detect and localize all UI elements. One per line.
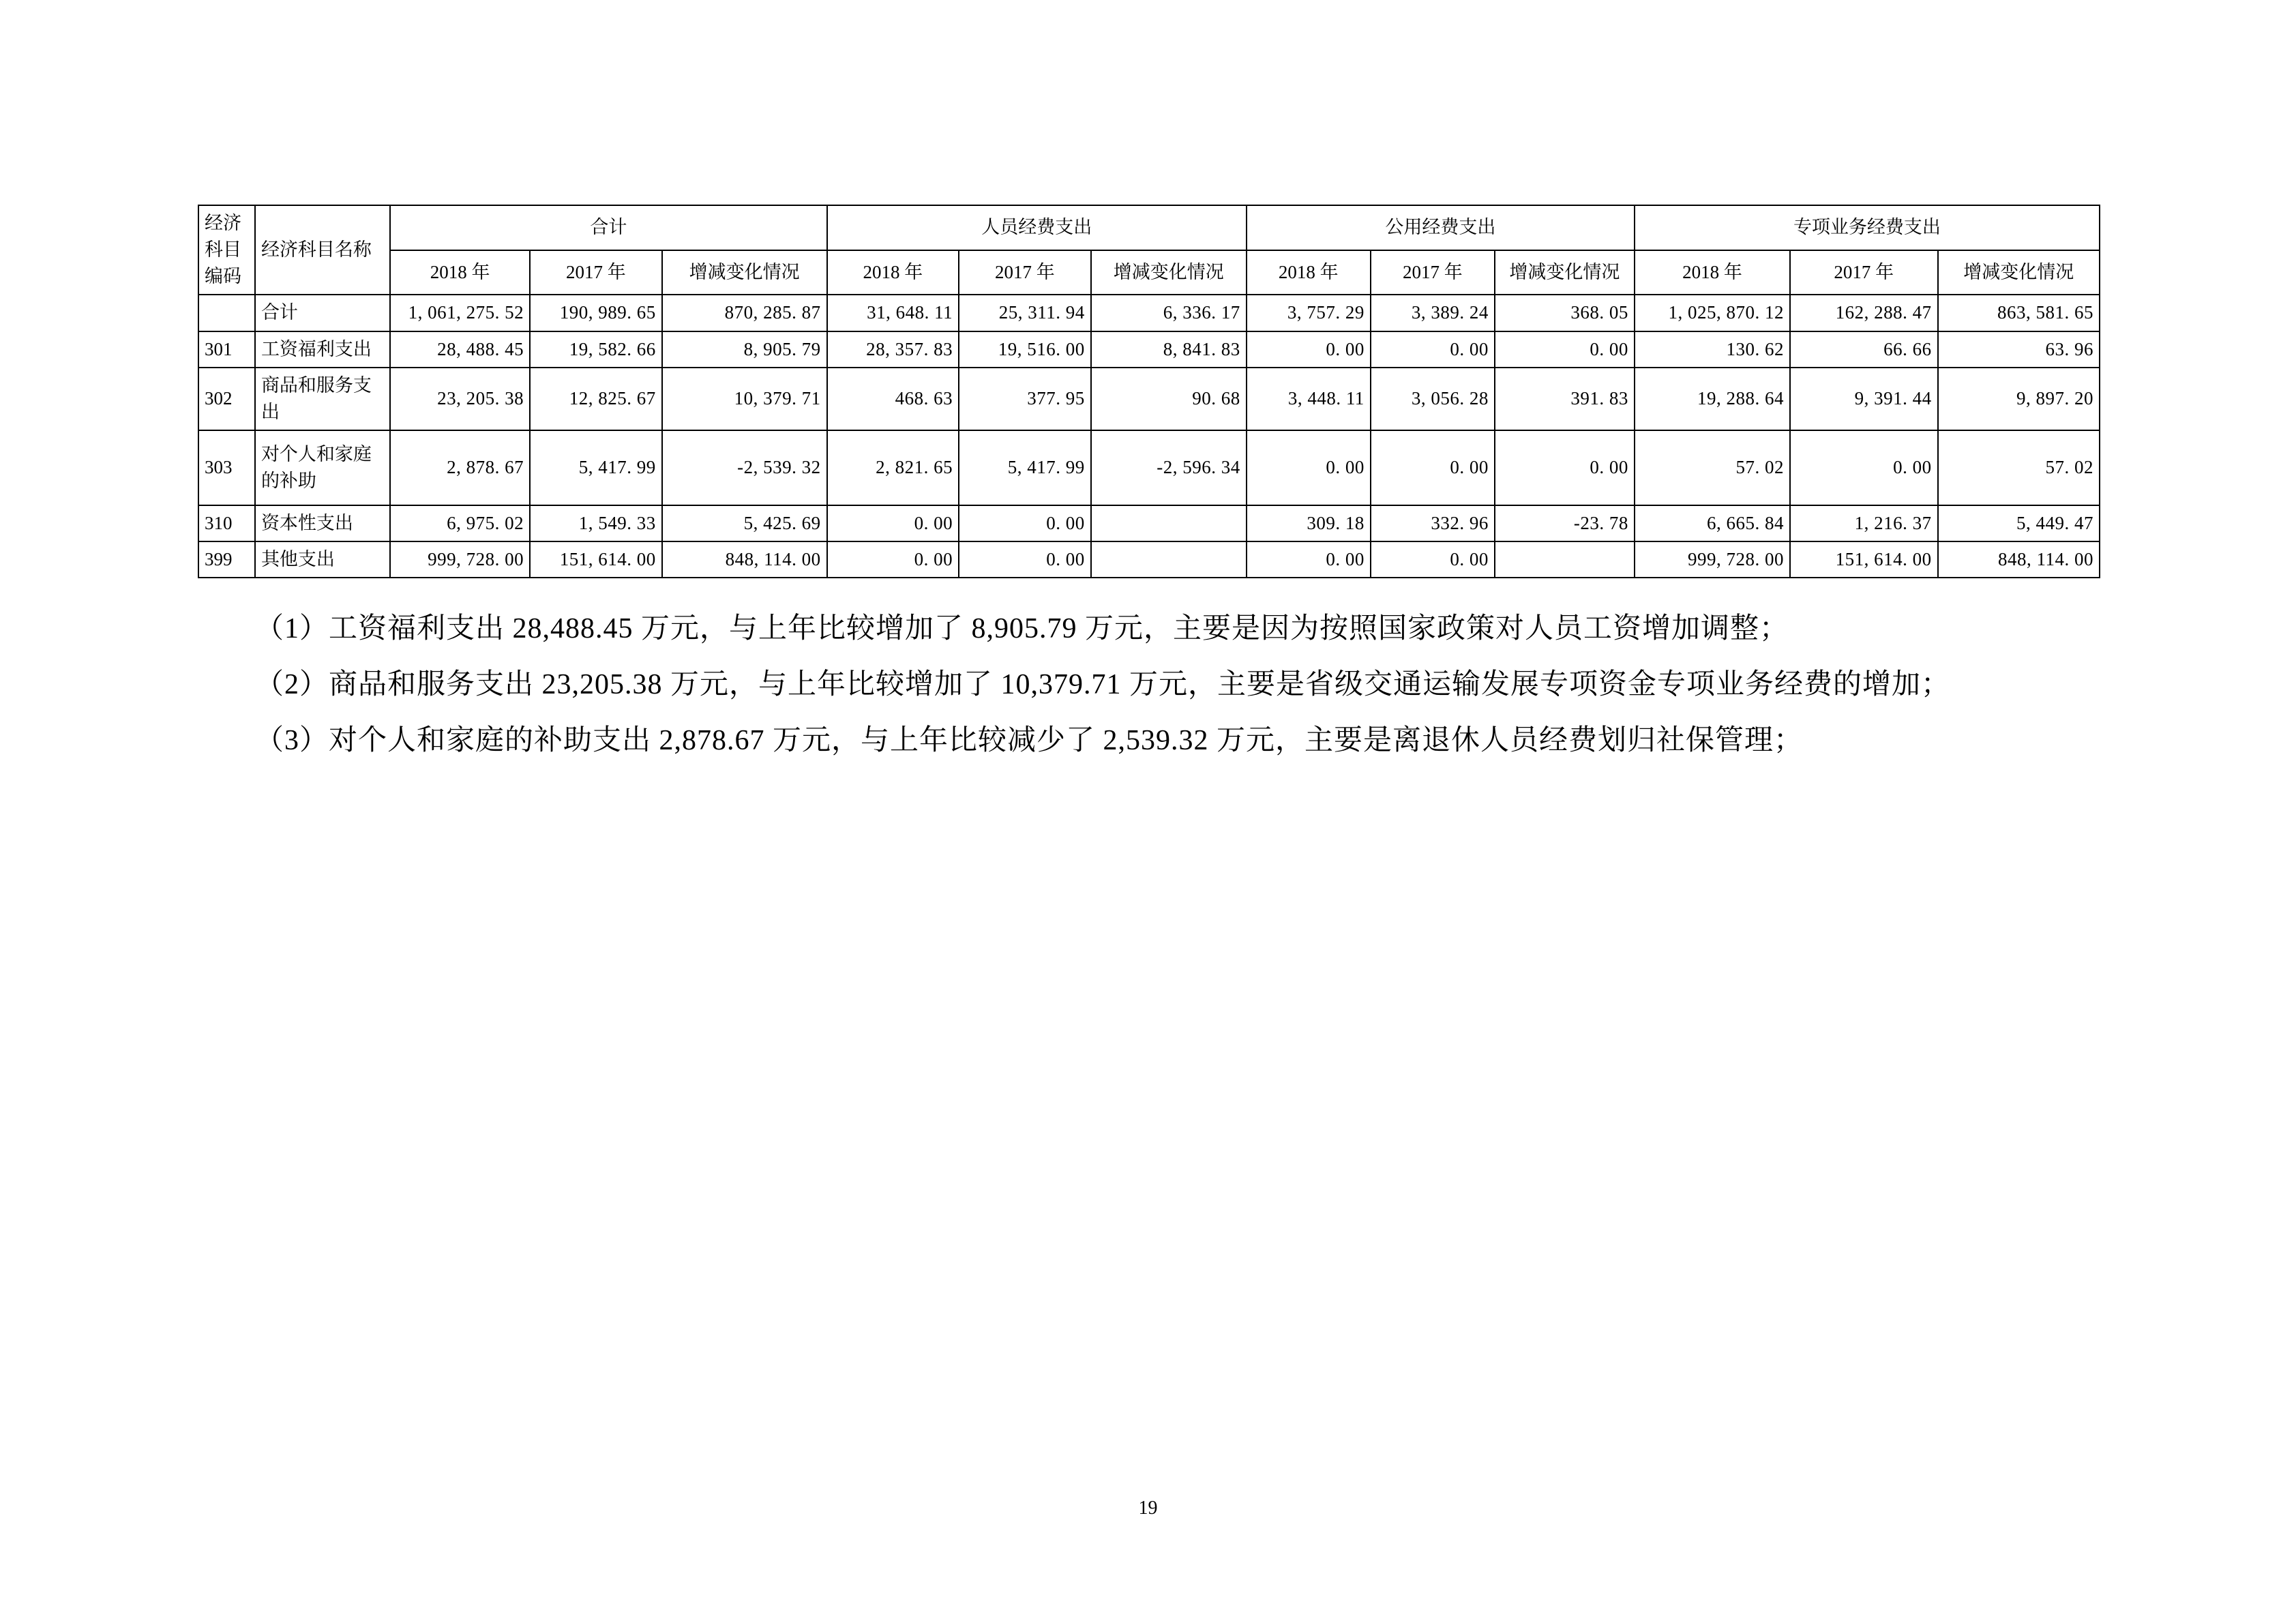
cell-value: 0. 00 xyxy=(827,505,959,541)
cell-value: 332. 96 xyxy=(1371,505,1495,541)
cell-value: 368. 05 xyxy=(1495,295,1635,331)
cell-value: 0. 00 xyxy=(1247,331,1371,368)
header-group-special: 专项业务经费支出 xyxy=(1635,205,2100,250)
cell-value: 1, 549. 33 xyxy=(530,505,662,541)
subheader-total-2017: 2017 年 xyxy=(530,250,662,295)
cell-value: 848, 114. 00 xyxy=(662,541,827,578)
cell-value: 2, 821. 65 xyxy=(827,430,959,505)
cell-value: 0. 00 xyxy=(1371,331,1495,368)
cell-value: 8, 841. 83 xyxy=(1091,331,1247,368)
cell-value: 0. 00 xyxy=(959,505,1091,541)
cell-value: 3, 757. 29 xyxy=(1247,295,1371,331)
paragraph-1: （1）工资福利支出 28,488.45 万元，与上年比较增加了 8,905.79 万元，主要是因为按照国家政策对人员工资增加调整； xyxy=(255,613,1789,645)
cell-value: 391. 83 xyxy=(1495,368,1635,430)
subheader-personnel-2017: 2017 年 xyxy=(959,250,1091,295)
paragraph-3: （3）对个人和家庭的补助支出 2,878.67 万元，与上年比较减少了 2,539.32 万元，主要是离退休人员经费划归社保管理； xyxy=(255,725,1804,757)
cell-value: 63. 96 xyxy=(1938,331,2100,368)
cell-value: 12, 825. 67 xyxy=(530,368,662,430)
cell-value: 190, 989. 65 xyxy=(530,295,662,331)
cell-value: 90. 68 xyxy=(1091,368,1247,430)
subheader-personnel-2018: 2018 年 xyxy=(827,250,959,295)
table-row xyxy=(198,430,2100,505)
table-row xyxy=(198,331,2100,368)
cell-name: 对个人和家庭的补助 xyxy=(255,430,390,505)
cell-value: 28, 488. 45 xyxy=(390,331,530,368)
table-sub-header-row xyxy=(198,250,2100,295)
cell-value: 162, 288. 47 xyxy=(1790,295,1938,331)
cell-value: 0. 00 xyxy=(1495,430,1635,505)
body-text xyxy=(198,601,2098,769)
cell-name: 其他支出 xyxy=(255,541,390,578)
cell-value: 9, 391. 44 xyxy=(1790,368,1938,430)
cell-name: 商品和服务支出 xyxy=(255,368,390,430)
header-group-personnel: 人员经费支出 xyxy=(827,205,1247,250)
cell-code: 302 xyxy=(198,368,255,430)
cell-value: -2, 596. 34 xyxy=(1091,430,1247,505)
cell-value: 0. 00 xyxy=(1495,331,1635,368)
subheader-special-2018: 2018 年 xyxy=(1635,250,1790,295)
table-group-header-row xyxy=(198,205,2100,250)
cell-value: 31, 648. 11 xyxy=(827,295,959,331)
cell-value: 3, 389. 24 xyxy=(1371,295,1495,331)
page-number: 19 xyxy=(1138,1498,1158,1519)
cell-value: 19, 288. 64 xyxy=(1635,368,1790,430)
cell-value: 0. 00 xyxy=(1371,430,1495,505)
cell-value: 0. 00 xyxy=(1790,430,1938,505)
cell-value: 0. 00 xyxy=(959,541,1091,578)
cell-value: 5, 425. 69 xyxy=(662,505,827,541)
subheader-personnel-change: 增减变化情况 xyxy=(1091,250,1247,295)
cell-value: 57. 02 xyxy=(1635,430,1790,505)
cell-value: 151, 614. 00 xyxy=(530,541,662,578)
subheader-public-change: 增减变化情况 xyxy=(1495,250,1635,295)
cell-value: 1, 025, 870. 12 xyxy=(1635,295,1790,331)
header-group-total: 合计 xyxy=(390,205,827,250)
cell-value: 5, 449. 47 xyxy=(1938,505,2100,541)
cell-value xyxy=(1495,541,1635,578)
cell-code: 303 xyxy=(198,430,255,505)
table-row xyxy=(198,295,2100,331)
cell-value: 1, 216. 37 xyxy=(1790,505,1938,541)
cell-value: 5, 417. 99 xyxy=(530,430,662,505)
cell-value: 10, 379. 71 xyxy=(662,368,827,430)
paragraph-2: （2）商品和服务支出 23,205.38 万元，与上年比较增加了 10,379.71 万元，主要是省级交通运输发展专项资金专项业务经费的增加； xyxy=(255,669,1951,701)
cell-name: 资本性支出 xyxy=(255,505,390,541)
cell-value: 57. 02 xyxy=(1938,430,2100,505)
cell-code xyxy=(198,295,255,331)
cell-value: 0. 00 xyxy=(827,541,959,578)
cell-value: 0. 00 xyxy=(1371,541,1495,578)
header-economic-name: 经济科目名称 xyxy=(255,205,390,295)
cell-value: 2, 878. 67 xyxy=(390,430,530,505)
cell-value: 309. 18 xyxy=(1247,505,1371,541)
cell-value: 3, 448. 11 xyxy=(1247,368,1371,430)
subheader-total-change: 增减变化情况 xyxy=(662,250,827,295)
cell-value: 151, 614. 00 xyxy=(1790,541,1938,578)
cell-value: 1, 061, 275. 52 xyxy=(390,295,530,331)
cell-value: 19, 582. 66 xyxy=(530,331,662,368)
subheader-total-2018: 2018 年 xyxy=(390,250,530,295)
cell-value: 863, 581. 65 xyxy=(1938,295,2100,331)
cell-value: 3, 056. 28 xyxy=(1371,368,1495,430)
table-row xyxy=(198,541,2100,578)
cell-value: -23. 78 xyxy=(1495,505,1635,541)
subheader-public-2017: 2017 年 xyxy=(1371,250,1495,295)
cell-value: 8, 905. 79 xyxy=(662,331,827,368)
cell-name: 合计 xyxy=(255,295,390,331)
cell-value: 6, 665. 84 xyxy=(1635,505,1790,541)
subheader-special-2017: 2017 年 xyxy=(1790,250,1938,295)
cell-code: 301 xyxy=(198,331,255,368)
cell-value: 66. 66 xyxy=(1790,331,1938,368)
cell-name: 工资福利支出 xyxy=(255,331,390,368)
cell-code: 310 xyxy=(198,505,255,541)
cell-value: 870, 285. 87 xyxy=(662,295,827,331)
header-group-public: 公用经费支出 xyxy=(1247,205,1635,250)
cell-value: 6, 975. 02 xyxy=(390,505,530,541)
cell-value: 0. 00 xyxy=(1247,541,1371,578)
cell-value: 130. 62 xyxy=(1635,331,1790,368)
cell-code: 399 xyxy=(198,541,255,578)
cell-value: 999, 728. 00 xyxy=(1635,541,1790,578)
cell-value: -2, 539. 32 xyxy=(662,430,827,505)
cell-value: 468. 63 xyxy=(827,368,959,430)
cell-value: 848, 114. 00 xyxy=(1938,541,2100,578)
cell-value: 23, 205. 38 xyxy=(390,368,530,430)
cell-value: 25, 311. 94 xyxy=(959,295,1091,331)
header-economic-code: 经济科目编码 xyxy=(198,205,255,295)
cell-value: 6, 336. 17 xyxy=(1091,295,1247,331)
expenditure-table xyxy=(198,205,2100,578)
cell-value: 0. 00 xyxy=(1247,430,1371,505)
cell-value: 9, 897. 20 xyxy=(1938,368,2100,430)
cell-value: 19, 516. 00 xyxy=(959,331,1091,368)
cell-value: 999, 728. 00 xyxy=(390,541,530,578)
cell-value xyxy=(1091,505,1247,541)
cell-value: 28, 357. 83 xyxy=(827,331,959,368)
cell-value xyxy=(1091,541,1247,578)
table-row xyxy=(198,368,2100,430)
subheader-public-2018: 2018 年 xyxy=(1247,250,1371,295)
cell-value: 377. 95 xyxy=(959,368,1091,430)
table-row xyxy=(198,505,2100,541)
subheader-special-change: 增减变化情况 xyxy=(1938,250,2100,295)
cell-value: 5, 417. 99 xyxy=(959,430,1091,505)
